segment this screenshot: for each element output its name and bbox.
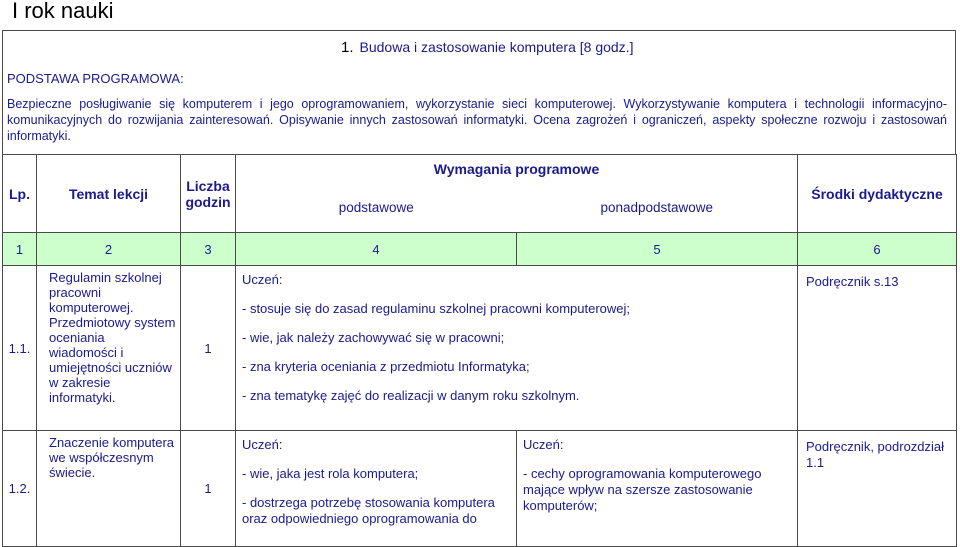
requirement-item: - dostrzega potrzebę stosowania komputera oraz odpowiedniego oprogramowania do <box>242 495 495 526</box>
row-aids: Podręcznik, podrozdział 1.1 <box>798 431 957 547</box>
unit-name: Budowa i zastosowanie komputera [8 godz.] <box>359 39 634 55</box>
header-lp: Lp. <box>3 155 37 233</box>
row-topic: Znaczenie komputera we współczesnym świecie. <box>37 431 181 547</box>
header-advanced: ponadpodstawowe <box>517 183 798 233</box>
row-basic <box>236 431 517 547</box>
column-number: 4 <box>236 233 517 266</box>
requirement-item: - stosuje się do zasad regulaminu szkolnej pracowni komputerowej; <box>242 301 631 316</box>
requirement-item: - wie, jaka jest rola komputera; <box>242 466 419 481</box>
column-number: 3 <box>181 233 236 266</box>
row-requirements <box>236 266 798 431</box>
header-hours: Liczba godzin <box>181 155 236 233</box>
unit-number: 1. <box>341 39 354 56</box>
unit-title <box>341 39 633 56</box>
header-aids: Środki dydaktyczne <box>798 155 957 233</box>
core-curriculum-text: Bezpieczne posługiwanie się komputerem i jego oprogramowaniem, wykorzystanie sieci komputerowej. Wykorzystywanie komputera i technologii informacyjno-komunikacyjnych do rozwijania zainteresowań. Opisywanie innych zastosowań informatyki. Ocena zagrożeń i ograniczeń, aspekty społeczne rozwoju i zastosowań informatyki. <box>7 97 947 143</box>
header-requirements: Wymagania programowe <box>236 155 798 183</box>
core-curriculum-label: PODSTAWA PROGRAMOWA: <box>7 71 184 86</box>
header-basic: podstawowe <box>236 183 517 233</box>
requirement-item: Uczeń: <box>242 437 283 452</box>
row-lp: 1.2. <box>3 431 37 547</box>
requirement-item: - wie, jak należy zachowywać się w pracowni; <box>242 330 505 345</box>
row-advanced <box>517 431 798 547</box>
table-row <box>3 266 957 431</box>
requirement-item: - zna tematykę zajęć do realizacji w danym roku szkolnym. <box>242 388 580 403</box>
curriculum-box <box>2 30 956 155</box>
column-number: 2 <box>37 233 181 266</box>
syllabus-table <box>2 154 957 547</box>
column-number: 1 <box>3 233 37 266</box>
header-row <box>3 155 957 183</box>
requirement-item: - zna kryteria oceniania z przedmiotu Informatyka; <box>242 359 530 374</box>
table-row <box>3 431 957 547</box>
column-number: 5 <box>517 233 798 266</box>
row-topic: Regulamin szkolnej pracowni komputerowej. Przedmiotowy system oceniania wiadomości i umiejętności uczniów w zakresie informatyki. <box>37 266 181 431</box>
requirement-item: Uczeń: <box>523 437 564 452</box>
column-number: 6 <box>798 233 957 266</box>
page-title: I rok nauki <box>12 0 114 23</box>
requirement-item: - cechy oprogramowania komputerowego mające wpływ na szersze zastosowanie komputerów; <box>523 466 762 513</box>
row-lp: 1.1. <box>3 266 37 431</box>
row-hours: 1 <box>181 266 236 431</box>
requirement-item: Uczeń: <box>242 272 283 287</box>
row-hours: 1 <box>181 431 236 547</box>
column-number-row <box>3 233 957 266</box>
header-topic: Temat lekcji <box>37 155 181 233</box>
row-aids: Podręcznik s.13 <box>798 266 957 431</box>
